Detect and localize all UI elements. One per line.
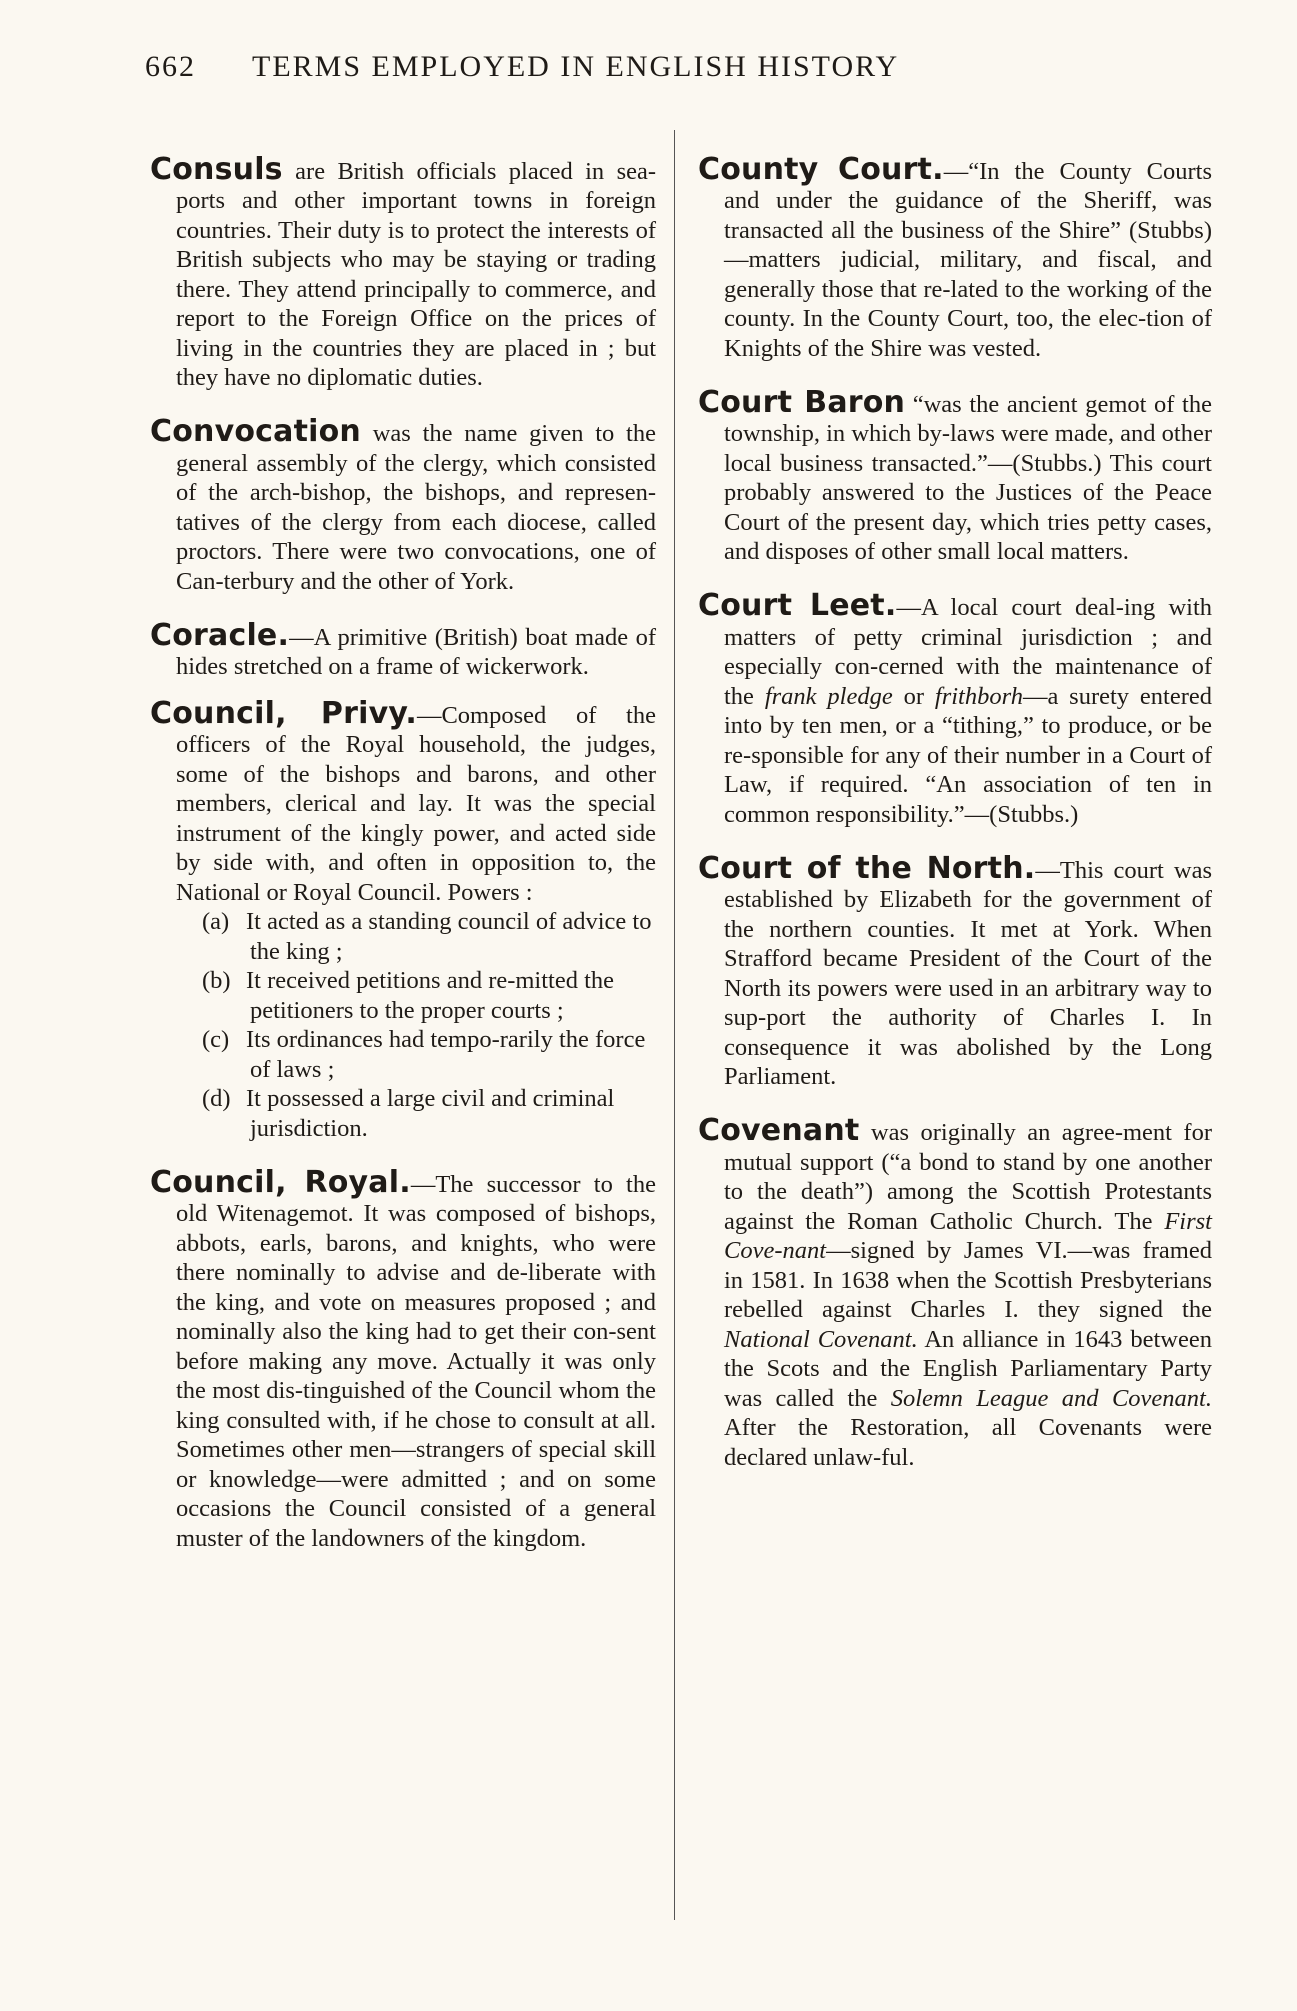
entry-term: Court of the North. [698,850,1036,886]
entry-text: was the name given to the general assembly of the clergy, which consisted of the arch-bishop, the bishops, and represen-tatives of the clergy from each diocese, called proctors. There were two convocations, one of Can-terbury and the other of York. [176,420,656,595]
entry-text: —This court was established by Elizabeth for the government of the northern counties. It met at York. When Strafford became President of the Court of the North its powers were used in an arbitrary way to sup-port the authority of Charles I. In consequence it was abolished by the Long Parliament. [724,856,1212,1090]
entry-covenant: Covenant was originally an agree-ment for mutual support (“a bond to stand by one another to the death”) among the Scottish Protestants against the Roman Catholic Church. The First Cove-nant—signed by James VI.—was framed in 1581. In 1638 when the Scottish Presbyterians rebelled against Charles I. they signed the National Covenant. An alliance in 1643 between the Scots and the English Parliamentary Party was called the Solemn League and Covenant. After the Restoration, all Covenants were declared unlaw-ful. [698,1113,1213,1471]
list-item: (d) It possessed a large civil and criminal jurisdiction. [202,1085,615,1142]
entry-court-baron [698,384,1212,567]
page-number: 662 [145,50,196,83]
entry-text: are British officials placed in sea-ports and other important towns in foreign countries. Their duty is to protect the interests of British subjects who may be staying or trading there. They attend principally to commerce, and report to the Foreign Office on the prices of living in the countries they are placed in ; but they have no diplomatic duties. [176,157,657,391]
entry-court-of-the-north [698,850,1212,1092]
entry-term: Court Baron [698,384,906,420]
entry-term: Covenant [698,1113,860,1148]
running-title: TERMS EMPLOYED IN ENGLISH HISTORY [252,50,900,83]
right-column [698,130,1212,1489]
entry-text: —The successor to the old Witenagemot. It was composed of bishops, abbots, earls, barons, and knights, who were there nominally to advise and de-liberate with the king, and vote on measures proposed ; and nominally also the king had to get their con-sent before making any move. Actually it was only the most dis-tinguished of the Council whom the king consulted with, if he chose to consult at all. Sometimes other men—strangers of special skill or knowledge—were admitted ; and on some occasions the Council consisted of a general muster of the landowners of the kingdom. [176,1170,656,1552]
entry-term: Court Leet. [698,588,897,623]
list-item: (c) Its ordinances had tempo-rarily the force of laws ; [202,1026,646,1083]
entry-consuls [150,151,657,393]
entry-convocation [150,414,656,596]
entry-text: —Composed of the officers of the Royal household, the judges, some of the bishops and barons, and other members, clerical and lay. It was the special instrument of the kingly power, and acted side by side with, and often in opposition to, the National or Royal Council. Powers : [176,701,656,906]
entry-text: —A primitive (British) boat made of hides stretched on a frame of wickerwork. [176,623,656,680]
entry-coracle [150,617,656,682]
entry-council-privy [150,695,656,1144]
entry-text: —“In the County Courts and under the guidance of the Sheriff, was transacted all the business of the Shire” (Stubbs)—matters judicial, military, and fiscal, and generally those that re-lated to the working of the county. In the County Court, too, the elec-tion of Knights of the Shire was vested. [724,157,1212,362]
entry-text: “was the ancient gemot of the township, in which by-laws were made, and other local business transacted.”—(Stubbs.) This court probably answered to the Justices of the Peace Court of the present day, which tries petty cases, and disposes of other small local matters. [724,390,1212,565]
entry-term: Council, Royal. [150,1164,411,1200]
entry-council-royal [150,1164,656,1554]
entry-term: Council, Privy. [150,695,417,731]
entry-term: Coracle. [150,617,290,653]
entry-term: County Court. [698,151,944,187]
left-column [150,130,656,1570]
column-divider [674,130,675,1920]
powers-list [176,907,656,1143]
entry-court-leet: Court Leet.—A local court deal-ing with matters of petty criminal jurisdiction ; and especially con-cerned with the maintenance of the frank pledge or frithborh—a surety entered into by ten men, or a “tithing,” to produce, or be re-sponsible for any of their number in a Court of Law, if required. “An association of ten in common responsibility.”—(Stubbs.) [698,588,1213,828]
entry-term: Consuls [150,151,283,187]
entry-county-court [698,151,1212,364]
entry-term: Convocation [150,414,361,449]
list-item: (a) It acted as a standing council of advice to the king ; [202,908,652,965]
list-item: (b) It received petitions and re-mitted the petitioners to the proper courts ; [202,967,615,1024]
page-header [145,50,1045,84]
